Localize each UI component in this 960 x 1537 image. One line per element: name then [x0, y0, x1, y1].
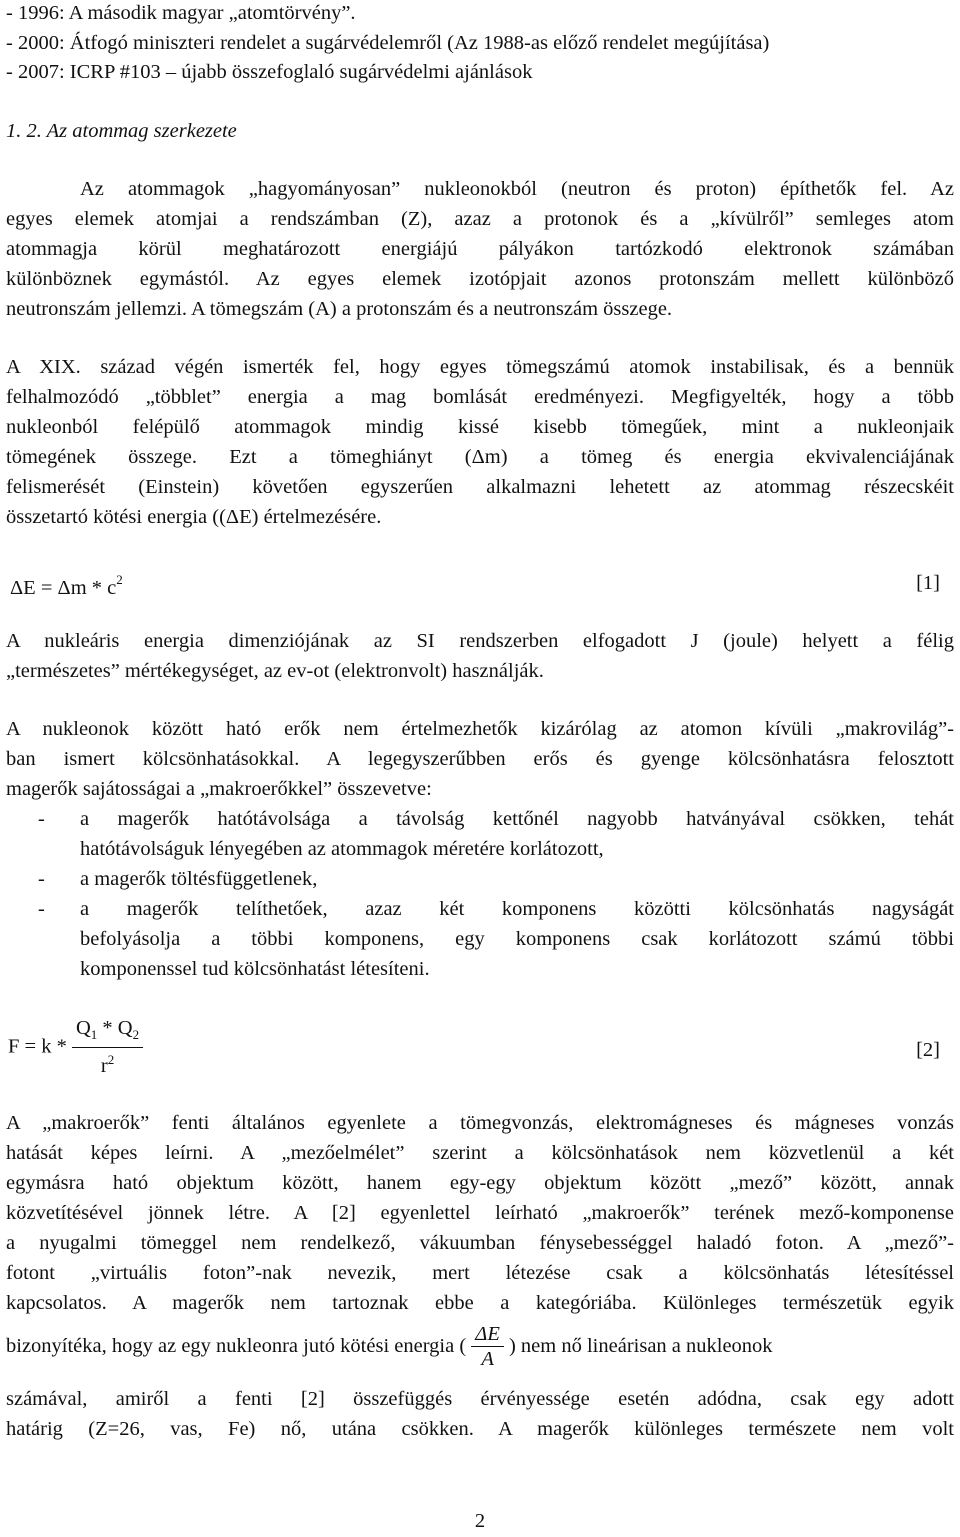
list-item-line: hatótávolságuk lényegében az atommagok méretére korlátozott,: [80, 838, 604, 860]
paragraph-line: összetartó kötési energia ((ΔE) értelmezésére.: [6, 506, 382, 528]
equation-2-numerator: [72, 1016, 143, 1048]
equation-2-r-exponent: 2: [107, 1052, 115, 1068]
paragraph-line: atommagja körül meghatározott energiájú pályákon tartózkodó elektronok számában: [6, 238, 954, 260]
paragraph-line: számával, amiről a fenti [2] összefüggés érvényessége esetén adódna, csak egy adott: [6, 1388, 954, 1410]
paragraph-line: közvetítésével jönnek létre. A [2] egyenlettel leírható „makroerők” terének mező-komponense: [6, 1202, 954, 1224]
page-number: 2: [474, 1510, 486, 1532]
equation-1-exponent: 2: [116, 572, 123, 587]
paragraph-line: felhalmozódó „többlet” energia a mag bomlását eredményezi. Megfigyelték, hogy a több: [6, 386, 954, 408]
inline-text: bizonyítéka, hogy az egy nukleonra jutó kötési energia (: [6, 1335, 467, 1357]
equation-2-denominator: [72, 1048, 143, 1078]
inline-fraction-numerator: ΔE: [471, 1322, 504, 1347]
paragraph-line: tömegének összege. Ezt a tömeghiányt (Δm) a tömeg és energia ekvivalenciájának: [6, 446, 954, 468]
equation-2-q2: * Q: [97, 1017, 133, 1039]
equation-2-q1: Q: [75, 1017, 91, 1039]
paragraph-line: hatását képes leírni. A „mezőelmélet” szerint a kölcsönhatások nem közvetlenül a két: [6, 1142, 954, 1164]
paragraph-line: A nukleáris energia dimenziójának az SI rendszerben elfogadott J (joule) helyett a félig: [6, 630, 954, 652]
equation-2: [8, 1016, 143, 1078]
equation-1-body: ΔE = Δm * c: [10, 577, 117, 599]
equation-2-sub2: 2: [132, 1027, 140, 1043]
equation-2-fraction: [72, 1016, 143, 1078]
paragraph-line: ban ismert kölcsönhatásokkal. A legegyszerűbben erős és gyenge kölcsönhatásra felosztott: [6, 748, 954, 770]
list-bullet: -: [38, 898, 45, 920]
paragraph-line: nukleonból felépülő atommagok mindig kissé kisebb tömegűek, mint a nukleonjaik: [6, 416, 954, 438]
history-line: - 1996: A második magyar „atomtörvény”.: [6, 2, 356, 24]
equation-2-lhs: F = k *: [8, 1035, 67, 1058]
paragraph-line: A „makroerők” fenti általános egyenlete a tömegvonzás, elektromágneses és mágneses vonzás: [6, 1112, 954, 1134]
equation-2-sub1: 1: [90, 1027, 98, 1043]
equation-2-r: r: [100, 1054, 108, 1077]
paragraph-line: fotont „virtuális foton”-nak nevezik, mert létezése csak a kölcsönhatás létesítéssel: [6, 1262, 954, 1284]
section-heading: 1. 2. Az atommag szerkezete: [6, 120, 237, 142]
equation-2-label: [2]: [916, 1039, 940, 1061]
inline-text: ) nem nő lineárisan a nukleonok: [508, 1335, 773, 1357]
inline-fraction: [471, 1322, 504, 1371]
paragraph-line: A nukleonok között ható erők nem értelmezhetők kizárólag az atomon kívüli „makrovilág”-: [6, 718, 954, 740]
paragraph-line: egymásra ható objektum között, hanem egy-egy objektum között „mező” között, annak: [6, 1172, 954, 1194]
equation-1: [10, 567, 123, 601]
paragraph-line: felismerését (Einstein) követően egyszerűen alkalmazni lehetett az atommag részecskéit: [6, 476, 954, 498]
history-line: - 2007: ICRP #103 – újabb összefoglaló sugárvédelmi ajánlások: [6, 61, 533, 83]
paragraph-line: „természetes” mértékegységet, az ev-ot (elektronvolt) használják.: [6, 660, 544, 682]
list-bullet: -: [38, 808, 45, 830]
equation-1-label: [1]: [916, 572, 940, 594]
list-item-line: komponenssel tud kölcsönhatást létesíteni.: [80, 958, 430, 980]
paragraph-line: határig (Z=26, vas, Fe) nő, utána csökken. A magerők különleges természete nem volt: [6, 1418, 954, 1440]
list-item-line: a magerők telíthetőek, azaz két komponens közötti kölcsönhatás nagyságát: [80, 898, 954, 920]
paragraph-line: Az atommagok „hagyományosan” nukleonokból (neutron és proton) építhetők fel. Az: [80, 178, 954, 200]
list-item-line: a magerők hatótávolsága a távolság kettőnél nagyobb hatványával csökken, tehát: [80, 808, 954, 830]
list-item-line: befolyásolja a többi komponens, egy komponens csak korlátozott számú többi: [80, 928, 954, 950]
paragraph-line: magerők sajátosságai a „makroerőkkel” összevetve:: [6, 778, 432, 800]
paragraph-line-fraction: [6, 1322, 773, 1371]
paragraph-line: a nyugalmi tömeggel nem rendelkező, vákuumban fénysebességgel haladó foton. A „mező”-: [6, 1232, 954, 1254]
paragraph-line: kapcsolatos. A magerők nem tartoznak ebbe a kategóriába. Különleges természetük egyik: [6, 1292, 954, 1314]
paragraph-line: különböznek egymástól. Az egyes elemek izotópjait azonos protonszám mellett különböző: [6, 268, 954, 290]
list-item-line: a magerők töltésfüggetlenek,: [80, 868, 318, 890]
list-bullet: -: [38, 868, 45, 890]
inline-fraction-denominator: A: [481, 1348, 494, 1370]
paragraph-line: neutronszám jellemzi. A tömegszám (A) a protonszám és a neutronszám összege.: [6, 298, 673, 320]
paragraph-line: A XIX. század végén ismerték fel, hogy egyes tömegszámú atomok instabilisak, és a bennük: [6, 356, 954, 378]
paragraph-line: egyes elemek atomjai a rendszámban (Z), azaz a protonok és a „kívülről” semleges atom: [6, 208, 954, 230]
history-line: - 2000: Átfogó miniszteri rendelet a sugárvédelemről (Az 1988-as előző rendelet megújítása): [6, 32, 770, 54]
